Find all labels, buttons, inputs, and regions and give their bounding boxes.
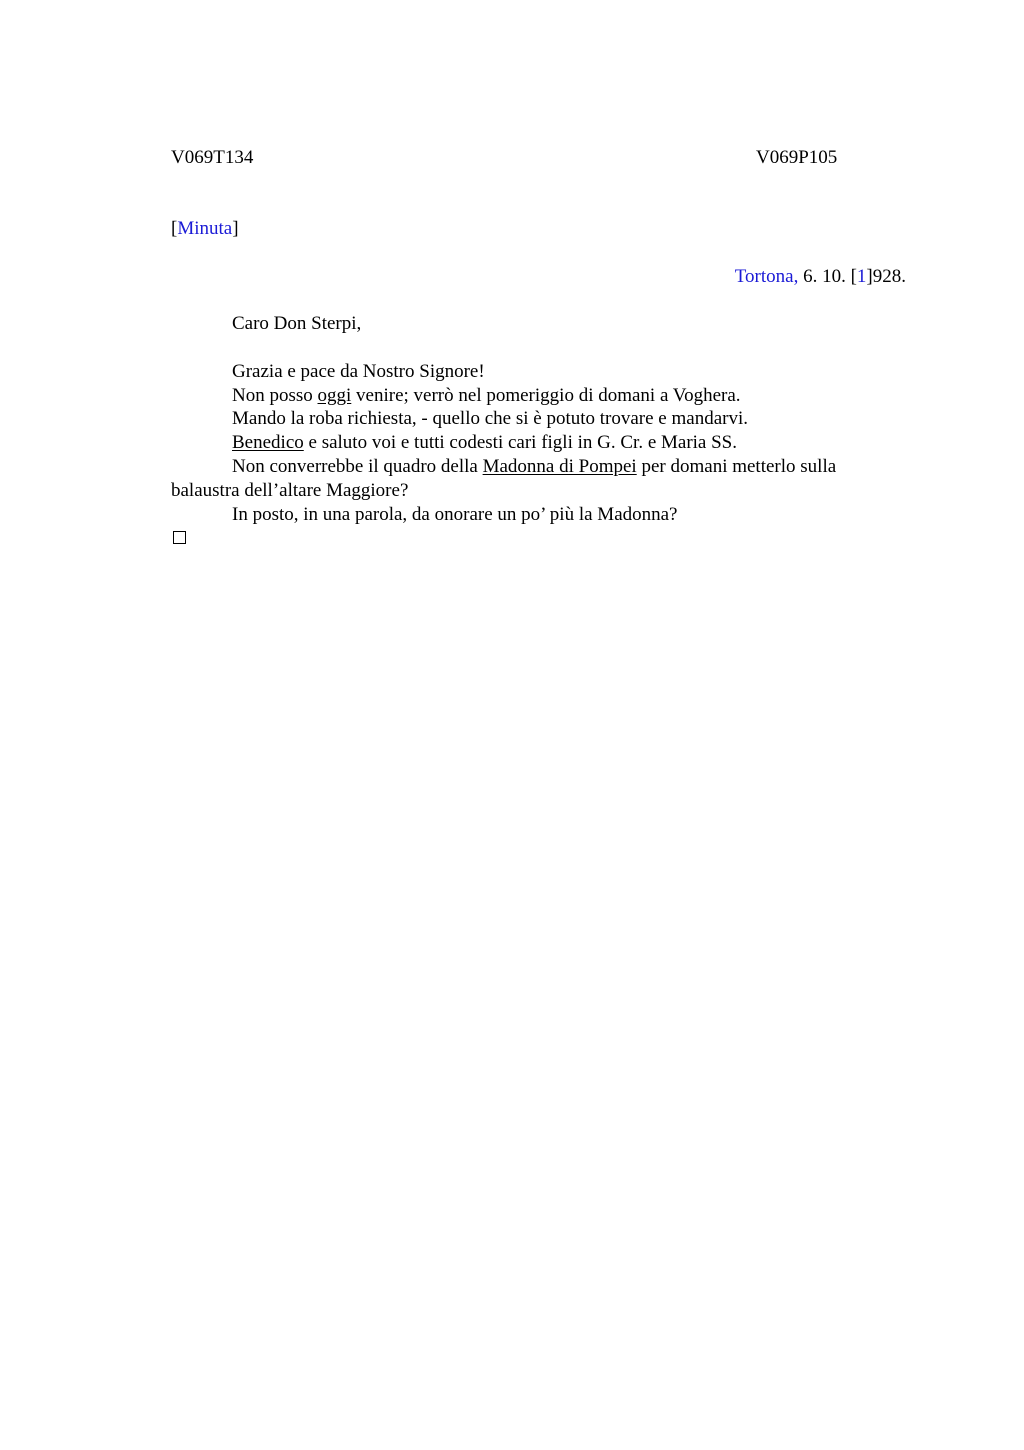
dateline-year-fix: 1 — [856, 266, 867, 287]
line-4-underlined: Benedico — [232, 432, 304, 453]
salutation: Caro Don Sterpi, — [232, 313, 362, 334]
dateline-date-before: 6. 10. [ — [798, 266, 857, 287]
header-right-code: V069P105 — [756, 147, 838, 168]
minuta-label — [171, 217, 239, 241]
line-5-text-b: per domani metterlo sulla — [636, 456, 837, 477]
dateline-place: Tortona, — [734, 266, 799, 287]
letter-line-2 — [232, 384, 741, 408]
letter-line-4 — [232, 431, 737, 455]
line-2-text-b: venire; verrò nel pomeriggio di domani a Voghera. — [351, 385, 741, 406]
line-2-underlined: oggi — [317, 385, 352, 406]
line-5-text-a: Non converrebbe il quadro della — [232, 456, 483, 477]
dateline — [735, 265, 906, 289]
line-4-text: e saluto voi e tutti codesti cari figli in G. Cr. e Maria SS. — [303, 432, 737, 453]
letter-line-6: balaustra dell’altare Maggiore? — [171, 480, 409, 501]
header-left-code: V069T134 — [171, 147, 254, 168]
dateline-date-after: ]928. — [866, 266, 906, 287]
line-2-text-a: Non posso — [232, 385, 318, 406]
line-5-underlined: Madonna di Pompei — [482, 456, 637, 477]
open-bracket: [ — [171, 218, 178, 239]
square-box-icon — [173, 531, 186, 544]
letter-line-7: In posto, in una parola, da onorare un po’ più la Madonna? — [232, 504, 678, 525]
letter-line-3: Mando la roba richiesta, - quello che si è potuto trovare e mandarvi. — [232, 408, 748, 429]
close-bracket: ] — [232, 218, 239, 239]
letter-line-5 — [232, 455, 836, 479]
minuta-text: Minuta — [177, 218, 233, 239]
greeting: Grazia e pace da Nostro Signore! — [232, 361, 485, 382]
